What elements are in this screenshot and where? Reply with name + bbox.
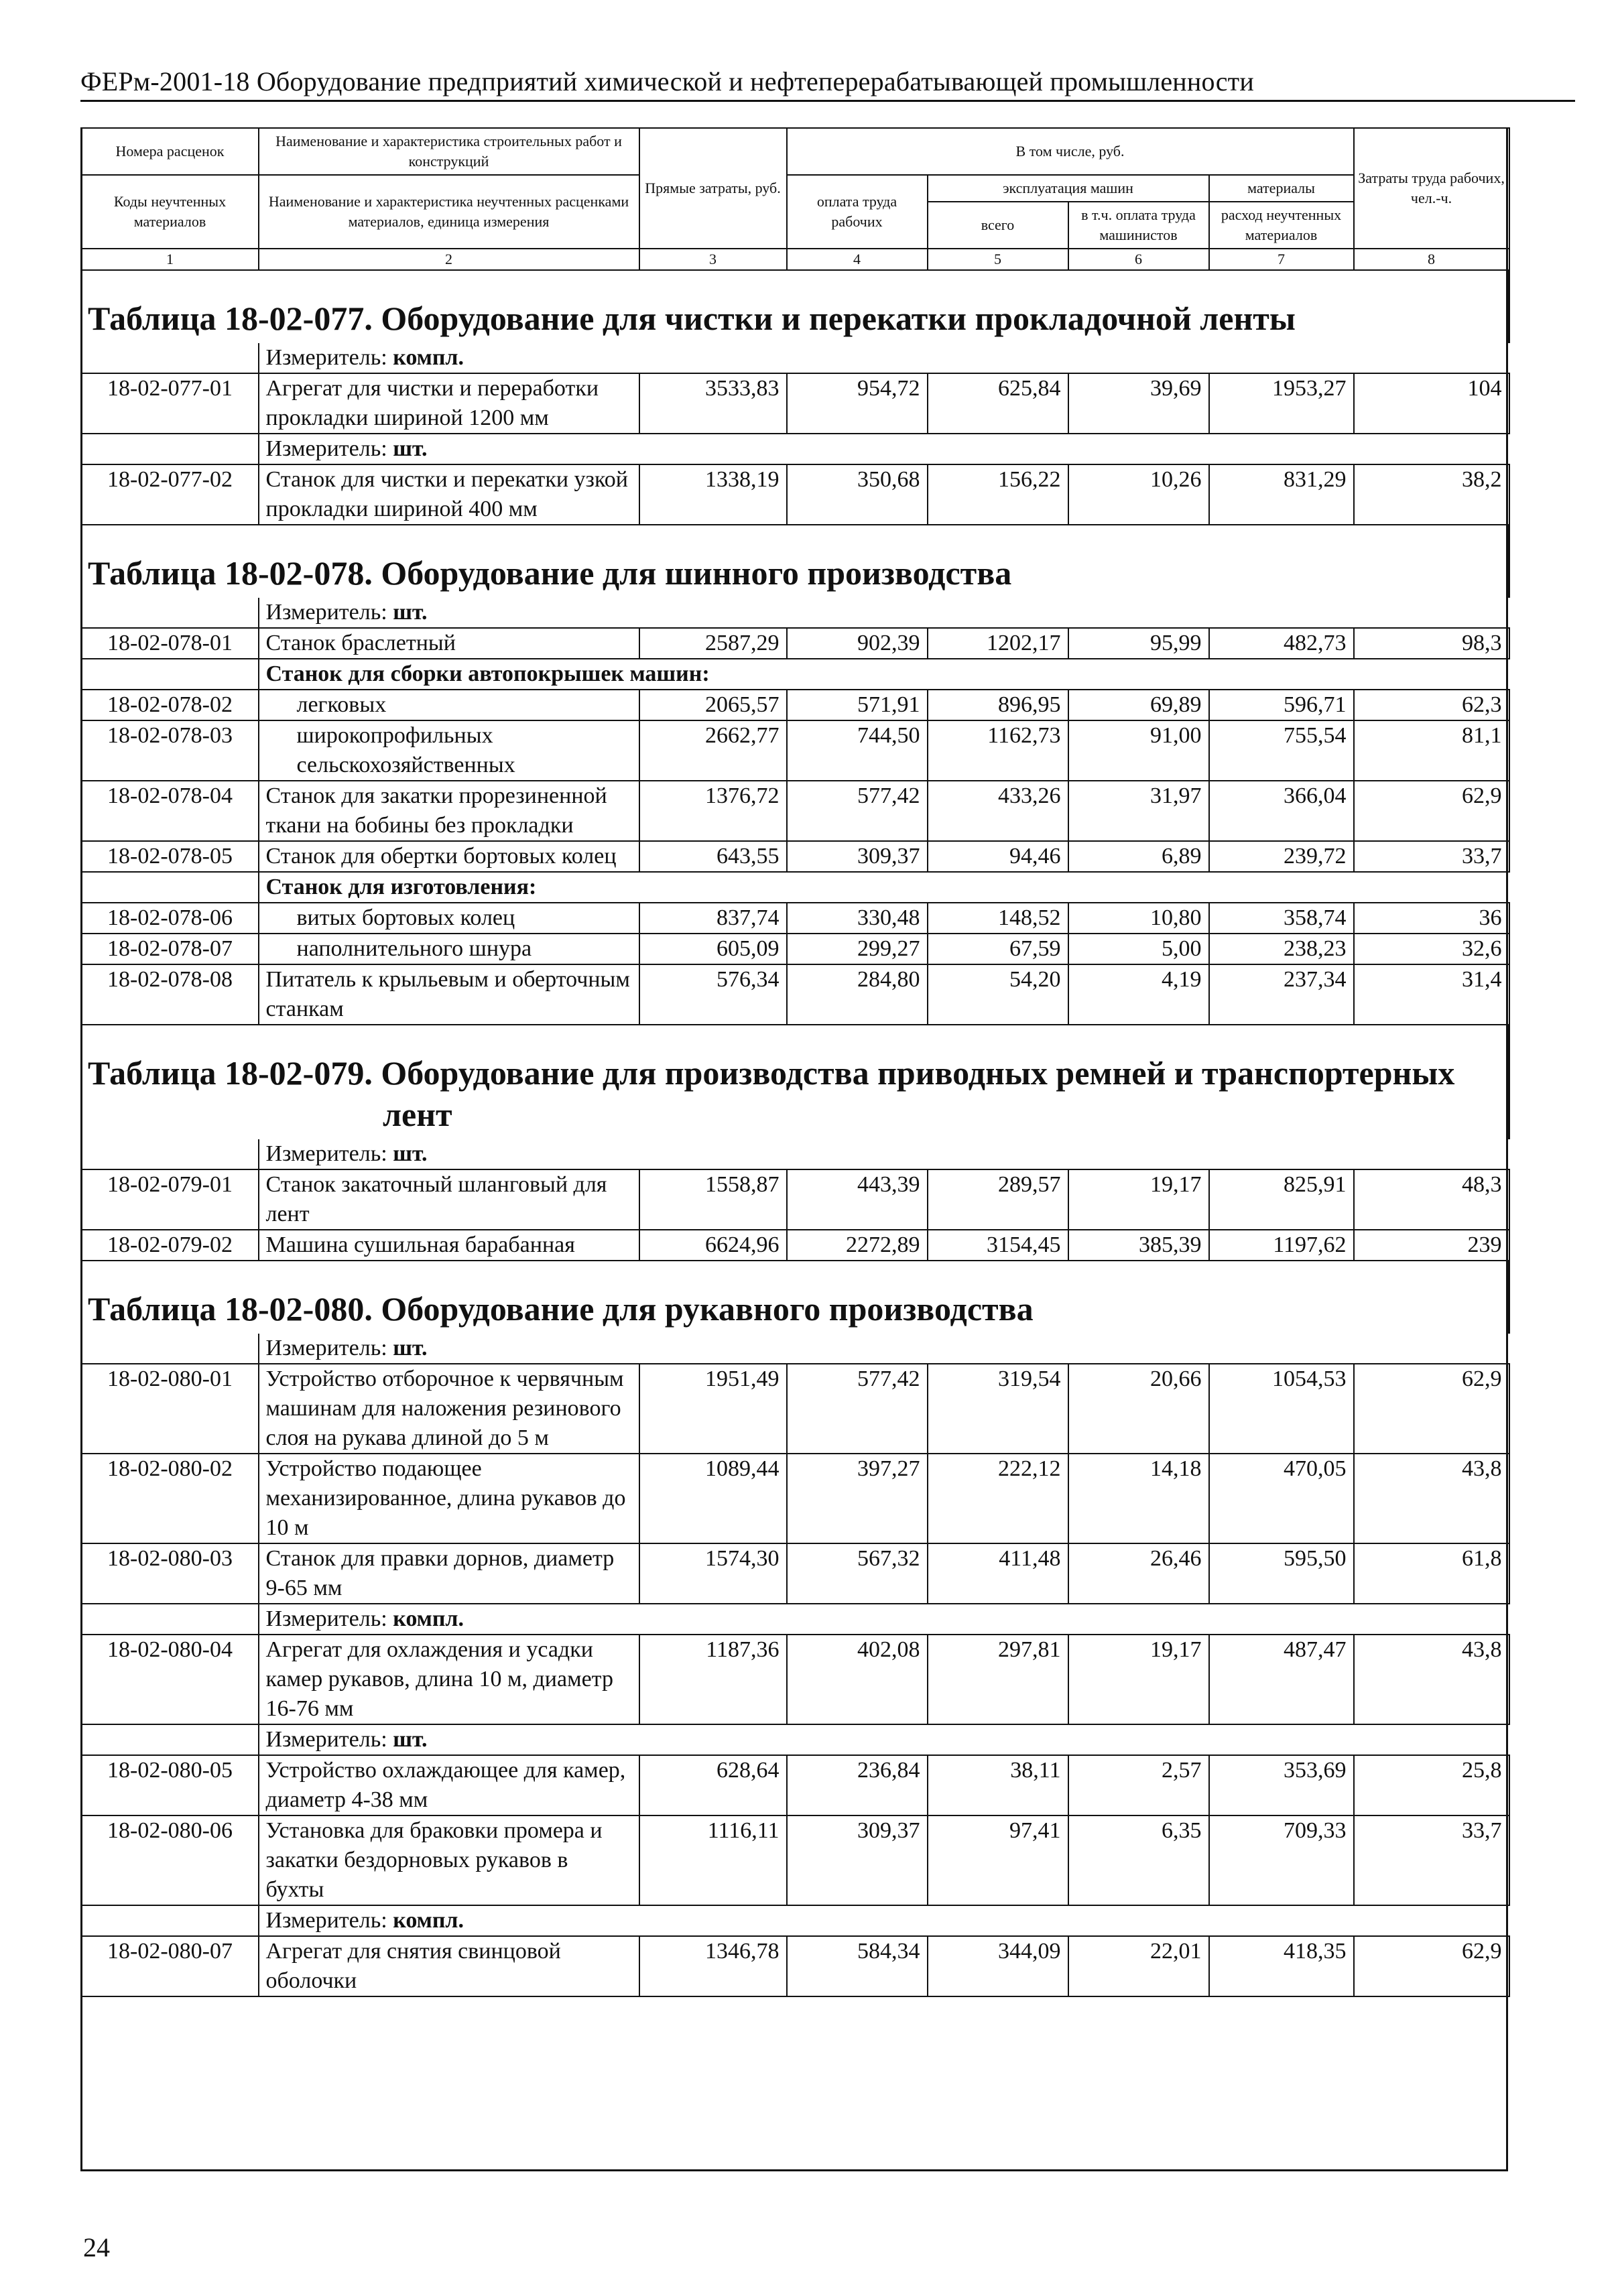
norms-table — [80, 127, 1510, 1997]
rate-code: 18-02-078-03 — [82, 720, 259, 781]
table-title — [82, 1261, 1509, 1334]
measure-prefix: Измеритель: — [265, 1336, 393, 1360]
value-cell: 148,52 — [928, 903, 1068, 934]
value-cell: 236,84 — [787, 1755, 928, 1815]
value-cell: 344,09 — [928, 1936, 1068, 1996]
value-cell: 2662,77 — [639, 720, 787, 781]
table-title-row — [82, 1025, 1509, 1139]
value-cell: 954,72 — [787, 373, 928, 434]
measure-label — [259, 1139, 1509, 1169]
rate-code: 18-02-077-02 — [82, 464, 259, 525]
item-name: Станок для закатки прорезиненной ткани на бобины без прокладки — [259, 781, 639, 841]
measure-prefix: Измеритель: — [265, 436, 393, 461]
value-cell: 156,22 — [928, 464, 1068, 525]
value-cell: 896,95 — [928, 690, 1068, 720]
value-cell: 709,33 — [1209, 1815, 1354, 1905]
measure-prefix: Измеритель: — [265, 1606, 393, 1631]
value-cell: 62,9 — [1354, 781, 1509, 841]
table-title-row — [82, 270, 1509, 343]
table-row — [82, 373, 1509, 434]
table-title-text: Таблица 18-02-077. Оборудование для чистки и перекатки прокладочной ленты — [88, 300, 1296, 337]
table-title — [82, 1025, 1509, 1139]
value-cell: 32,6 — [1354, 934, 1509, 964]
value-cell: 26,46 — [1068, 1543, 1209, 1604]
col-head-direct-costs: Прямые затраты, руб. — [639, 128, 787, 249]
measure-prefix: Измеритель: — [265, 1141, 393, 1166]
value-cell: 330,48 — [787, 903, 928, 934]
measure-label — [259, 1724, 1509, 1755]
value-cell: 1338,19 — [639, 464, 787, 525]
measure-label — [259, 1604, 1509, 1635]
rate-code: 18-02-078-04 — [82, 781, 259, 841]
value-cell: 366,04 — [1209, 781, 1354, 841]
value-cell: 411,48 — [928, 1543, 1068, 1604]
value-cell: 6,89 — [1068, 841, 1209, 872]
measure-row — [82, 1334, 1509, 1364]
table-row — [82, 964, 1509, 1025]
page-header: ФЕРм-2001-18 Оборудование предприятий химической и нефтеперерабатывающей промышленности — [80, 66, 1575, 102]
measure-label — [259, 343, 1509, 373]
item-name: Станок для чистки и перекатки узкой прокладки шириной 400 мм — [259, 464, 639, 525]
value-cell: 596,71 — [1209, 690, 1354, 720]
col-head-name: Наименование и характеристика строительных работ и конструкций — [259, 128, 639, 175]
measure-unit: компл. — [393, 345, 464, 370]
table-row — [82, 1543, 1509, 1604]
value-cell: 14,18 — [1068, 1454, 1209, 1543]
subgroup-row — [82, 872, 1509, 903]
rate-code: 18-02-078-05 — [82, 841, 259, 872]
col-head-machine-operation: эксплуатация машин — [928, 175, 1209, 202]
value-cell: 576,34 — [639, 964, 787, 1025]
value-cell: 825,91 — [1209, 1169, 1354, 1230]
table-row — [82, 1364, 1509, 1454]
column-number: 3 — [639, 249, 787, 270]
rate-code: 18-02-080-04 — [82, 1635, 259, 1724]
col-head-materials: материалы — [1209, 175, 1354, 202]
measure-row — [82, 1139, 1509, 1169]
column-number-row — [82, 249, 1509, 270]
value-cell: 1089,44 — [639, 1454, 787, 1543]
value-cell: 1187,36 — [639, 1635, 787, 1724]
value-cell: 902,39 — [787, 628, 928, 659]
value-cell: 38,11 — [928, 1755, 1068, 1815]
value-cell: 62,9 — [1354, 1364, 1509, 1454]
blank-cell — [82, 343, 259, 373]
value-cell: 62,3 — [1354, 690, 1509, 720]
value-cell: 299,27 — [787, 934, 928, 964]
rate-code: 18-02-080-03 — [82, 1543, 259, 1604]
value-cell: 482,73 — [1209, 628, 1354, 659]
value-cell: 43,8 — [1354, 1454, 1509, 1543]
blank-cell — [82, 434, 259, 464]
measure-unit: шт. — [393, 436, 428, 461]
value-cell: 54,20 — [928, 964, 1068, 1025]
value-cell: 1953,27 — [1209, 373, 1354, 434]
value-cell: 309,37 — [787, 841, 928, 872]
rate-code: 18-02-080-01 — [82, 1364, 259, 1454]
value-cell: 62,9 — [1354, 1936, 1509, 1996]
rate-code: 18-02-078-07 — [82, 934, 259, 964]
value-cell: 19,17 — [1068, 1635, 1209, 1724]
value-cell: 831,29 — [1209, 464, 1354, 525]
value-cell: 567,32 — [787, 1543, 928, 1604]
column-number: 2 — [259, 249, 639, 270]
value-cell: 19,17 — [1068, 1169, 1209, 1230]
table-row — [82, 1230, 1509, 1261]
measure-prefix: Измеритель: — [265, 1908, 393, 1933]
column-number: 4 — [787, 249, 928, 270]
value-cell: 319,54 — [928, 1364, 1068, 1454]
value-cell: 25,8 — [1354, 1755, 1509, 1815]
header-row-1 — [82, 128, 1509, 175]
value-cell: 628,64 — [639, 1755, 787, 1815]
value-cell: 98,3 — [1354, 628, 1509, 659]
value-cell: 487,47 — [1209, 1635, 1354, 1724]
value-cell: 418,35 — [1209, 1936, 1354, 1996]
blank-cell — [82, 1905, 259, 1936]
measure-row — [82, 434, 1509, 464]
value-cell: 38,2 — [1354, 464, 1509, 525]
column-number: 7 — [1209, 249, 1354, 270]
value-cell: 397,27 — [787, 1454, 928, 1543]
item-name: Станок для обертки бортовых колец — [259, 841, 639, 872]
value-cell: 402,08 — [787, 1635, 928, 1724]
value-cell: 1054,53 — [1209, 1364, 1354, 1454]
value-cell: 443,39 — [787, 1169, 928, 1230]
item-name: Устройство подающее механизированное, длина рукавов до 10 м — [259, 1454, 639, 1543]
measure-unit: шт. — [393, 600, 428, 625]
value-cell: 239,72 — [1209, 841, 1354, 872]
value-cell: 104 — [1354, 373, 1509, 434]
measure-unit: шт. — [393, 1336, 428, 1360]
value-cell: 33,7 — [1354, 841, 1509, 872]
value-cell: 69,89 — [1068, 690, 1209, 720]
value-cell: 2272,89 — [787, 1230, 928, 1261]
table-row — [82, 464, 1509, 525]
col-head-material-consumption: расход неучтенных материалов — [1209, 202, 1354, 249]
value-cell: 289,57 — [928, 1169, 1068, 1230]
value-cell: 238,23 — [1209, 934, 1354, 964]
col-head-rates: Номера расценок — [82, 128, 259, 175]
rate-code: 18-02-079-01 — [82, 1169, 259, 1230]
col-head-including: В том числе, руб. — [787, 128, 1354, 175]
column-number: 6 — [1068, 249, 1209, 270]
value-cell: 2587,29 — [639, 628, 787, 659]
value-cell: 95,99 — [1068, 628, 1209, 659]
measure-label — [259, 434, 1509, 464]
value-cell: 1197,62 — [1209, 1230, 1354, 1261]
measure-unit: компл. — [393, 1908, 464, 1933]
value-cell: 309,37 — [787, 1815, 928, 1905]
measure-row — [82, 598, 1509, 628]
value-cell: 595,50 — [1209, 1543, 1354, 1604]
rate-code: 18-02-080-06 — [82, 1815, 259, 1905]
column-number: 1 — [82, 249, 259, 270]
value-cell: 350,68 — [787, 464, 928, 525]
rate-code: 18-02-078-02 — [82, 690, 259, 720]
item-name: Агрегат для чистки и переработки прокладки шириной 1200 мм — [259, 373, 639, 434]
value-cell: 605,09 — [639, 934, 787, 964]
subgroup-row — [82, 659, 1509, 690]
value-cell: 385,39 — [1068, 1230, 1209, 1261]
value-cell: 33,7 — [1354, 1815, 1509, 1905]
value-cell: 353,69 — [1209, 1755, 1354, 1815]
value-cell: 297,81 — [928, 1635, 1068, 1724]
rate-code: 18-02-079-02 — [82, 1230, 259, 1261]
column-number: 8 — [1354, 249, 1509, 270]
table-row — [82, 903, 1509, 934]
item-name: Устройство охлаждающее для камер, диаметр 4-38 мм — [259, 1755, 639, 1815]
value-cell: 10,26 — [1068, 464, 1209, 525]
item-name: Установка для браковки промера и закатки бездорновых рукавов в бухты — [259, 1815, 639, 1905]
page-number: 24 — [83, 2232, 110, 2262]
item-name: наполнительного шнура — [259, 934, 639, 964]
table-row — [82, 690, 1509, 720]
table-row — [82, 781, 1509, 841]
item-name: Питатель к крыльевым и оберточным станкам — [259, 964, 639, 1025]
value-cell: 20,66 — [1068, 1364, 1209, 1454]
measure-prefix: Измеритель: — [265, 1727, 393, 1752]
blank-cell — [82, 1334, 259, 1364]
value-cell: 284,80 — [787, 964, 928, 1025]
value-cell: 4,19 — [1068, 964, 1209, 1025]
blank-cell — [82, 1724, 259, 1755]
rate-code: 18-02-078-08 — [82, 964, 259, 1025]
blank-cell — [82, 659, 259, 690]
measure-label — [259, 598, 1509, 628]
table-title-text: Таблица 18-02-078. Оборудование для шинного производства — [88, 554, 1012, 592]
subgroup-label: Станок для сборки автопокрышек машин: — [259, 659, 1509, 690]
blank-cell — [82, 872, 259, 903]
item-name: широкопрофильных сельскохозяйственных — [259, 720, 639, 781]
measure-row — [82, 1724, 1509, 1755]
col-head-worker-pay: оплата труда рабочих — [787, 175, 928, 249]
blank-cell — [82, 598, 259, 628]
value-cell: 81,1 — [1354, 720, 1509, 781]
value-cell: 577,42 — [787, 781, 928, 841]
table-row — [82, 1815, 1509, 1905]
col-head-operator-pay: в т.ч. оплата труда машинистов — [1068, 202, 1209, 249]
rate-code: 18-02-077-01 — [82, 373, 259, 434]
subgroup-label: Станок для изготовления: — [259, 872, 1509, 903]
value-cell: 744,50 — [787, 720, 928, 781]
table-title — [82, 525, 1509, 598]
value-cell: 1346,78 — [639, 1936, 787, 1996]
measure-unit: шт. — [393, 1141, 428, 1166]
value-cell: 3154,45 — [928, 1230, 1068, 1261]
blank-cell — [82, 1604, 259, 1635]
item-name: Агрегат для охлаждения и усадки камер рукавов, длина 10 м, диаметр 16-76 мм — [259, 1635, 639, 1724]
table-row — [82, 934, 1509, 964]
value-cell: 1574,30 — [639, 1543, 787, 1604]
value-cell: 3533,83 — [639, 373, 787, 434]
value-cell: 237,34 — [1209, 964, 1354, 1025]
value-cell: 67,59 — [928, 934, 1068, 964]
table-row — [82, 1936, 1509, 1996]
table-title-continuation: лент — [383, 1096, 452, 1133]
value-cell: 470,05 — [1209, 1454, 1354, 1543]
value-cell: 6624,96 — [639, 1230, 787, 1261]
item-name: легковых — [259, 690, 639, 720]
table-row — [82, 1169, 1509, 1230]
table-title-text: Таблица 18-02-080. Оборудование для рукавного производства — [88, 1290, 1034, 1328]
table-row — [82, 628, 1509, 659]
item-name: Станок браслетный — [259, 628, 639, 659]
value-cell: 222,12 — [928, 1454, 1068, 1543]
value-cell: 2,57 — [1068, 1755, 1209, 1815]
table-title-row — [82, 525, 1509, 598]
rate-code: 18-02-078-06 — [82, 903, 259, 934]
value-cell: 43,8 — [1354, 1635, 1509, 1724]
table-row — [82, 841, 1509, 872]
rate-code: 18-02-078-01 — [82, 628, 259, 659]
value-cell: 433,26 — [928, 781, 1068, 841]
column-number: 5 — [928, 249, 1068, 270]
value-cell: 1558,87 — [639, 1169, 787, 1230]
measure-row — [82, 1604, 1509, 1635]
col-head-material-codes: Коды неучтенных материалов — [82, 175, 259, 249]
value-cell: 31,4 — [1354, 964, 1509, 1025]
measure-label — [259, 1905, 1509, 1936]
value-cell: 6,35 — [1068, 1815, 1209, 1905]
value-cell: 577,42 — [787, 1364, 928, 1454]
value-cell: 31,97 — [1068, 781, 1209, 841]
value-cell: 61,8 — [1354, 1543, 1509, 1604]
item-name: Станок для правки дорнов, диаметр 9-65 мм — [259, 1543, 639, 1604]
table-title — [82, 270, 1509, 343]
value-cell: 755,54 — [1209, 720, 1354, 781]
table-title-row — [82, 1261, 1509, 1334]
measure-row — [82, 343, 1509, 373]
value-cell: 97,41 — [928, 1815, 1068, 1905]
value-cell: 36 — [1354, 903, 1509, 934]
value-cell: 1376,72 — [639, 781, 787, 841]
value-cell: 10,80 — [1068, 903, 1209, 934]
value-cell: 584,34 — [787, 1936, 928, 1996]
table-row — [82, 1755, 1509, 1815]
blank-cell — [82, 1139, 259, 1169]
value-cell: 48,3 — [1354, 1169, 1509, 1230]
value-cell: 5,00 — [1068, 934, 1209, 964]
value-cell: 1116,11 — [639, 1815, 787, 1905]
item-name: витых бортовых колец — [259, 903, 639, 934]
measure-unit: шт. — [393, 1727, 428, 1752]
table-row — [82, 720, 1509, 781]
rate-code: 18-02-080-05 — [82, 1755, 259, 1815]
measure-prefix: Измеритель: — [265, 600, 393, 625]
table-title-text: Таблица 18-02-079. Оборудование для производства приводных ремней и транспортерных — [88, 1054, 1455, 1092]
item-name: Станок закаточный шланговый для лент — [259, 1169, 639, 1230]
table-row — [82, 1454, 1509, 1543]
value-cell: 91,00 — [1068, 720, 1209, 781]
measure-row — [82, 1905, 1509, 1936]
value-cell: 239 — [1354, 1230, 1509, 1261]
value-cell: 643,55 — [639, 841, 787, 872]
value-cell: 39,69 — [1068, 373, 1209, 434]
rate-code: 18-02-080-02 — [82, 1454, 259, 1543]
value-cell: 1202,17 — [928, 628, 1068, 659]
table-row — [82, 1635, 1509, 1724]
value-cell: 837,74 — [639, 903, 787, 934]
value-cell: 1162,73 — [928, 720, 1068, 781]
measure-unit: компл. — [393, 1606, 464, 1631]
value-cell: 625,84 — [928, 373, 1068, 434]
value-cell: 2065,57 — [639, 690, 787, 720]
header-row-2 — [82, 175, 1509, 202]
col-head-material-names: Наименование и характеристика неучтенных расценками материалов, единица измерения — [259, 175, 639, 249]
col-head-labor: Затраты труда рабочих, чел.-ч. — [1354, 128, 1509, 249]
item-name: Агрегат для снятия свинцовой оболочки — [259, 1936, 639, 1996]
rate-code: 18-02-080-07 — [82, 1936, 259, 1996]
measure-label — [259, 1334, 1509, 1364]
value-cell: 571,91 — [787, 690, 928, 720]
item-name: Устройство отборочное к червячным машинам для наложения резинового слоя на рукава длиной до 5 м — [259, 1364, 639, 1454]
measure-prefix: Измеритель: — [265, 345, 393, 370]
value-cell: 358,74 — [1209, 903, 1354, 934]
value-cell: 1951,49 — [639, 1364, 787, 1454]
value-cell: 22,01 — [1068, 1936, 1209, 1996]
col-head-machine-total: всего — [928, 202, 1068, 249]
item-name: Машина сушильная барабанная — [259, 1230, 639, 1261]
value-cell: 94,46 — [928, 841, 1068, 872]
